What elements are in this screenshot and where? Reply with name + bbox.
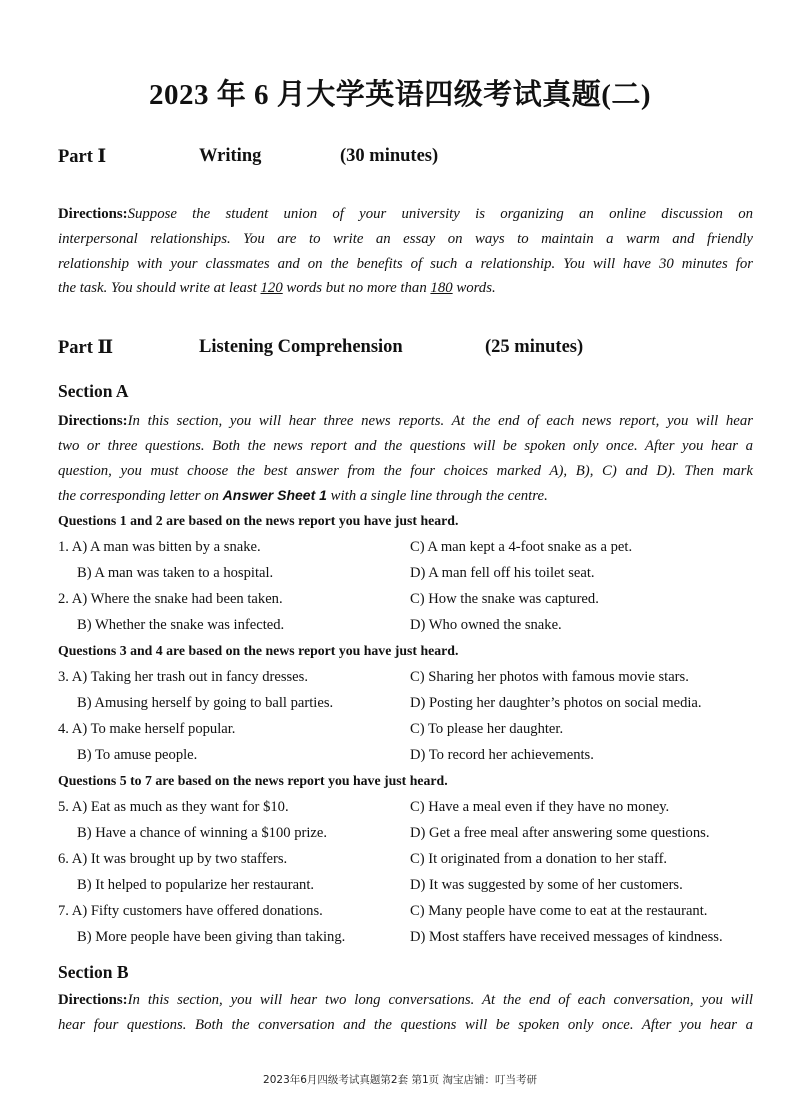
question-option: C) It originated from a donation to her staff. — [410, 851, 668, 867]
part-1-directions — [58, 202, 753, 301]
directions-line: In this section, you will hear three news reports. At the end of each news report, you will hear — [127, 413, 753, 429]
question-option: D) Who owned the snake. — [410, 617, 562, 633]
part-2-name: Listening Comprehension — [199, 337, 403, 357]
answer-sheet-label: Answer Sheet 1 — [222, 487, 327, 504]
question-option: 4. A) To make herself popular. — [58, 721, 236, 737]
question-option: D) To record her achievements. — [410, 747, 594, 763]
part-1-name: Writing — [199, 146, 262, 166]
question-group-heading: Questions 3 and 4 are based on the news report you have just heard. — [58, 643, 459, 658]
question-option: C) Have a meal even if they have no money. — [410, 799, 670, 815]
question-option: C) To please her daughter. — [410, 721, 564, 737]
question-option: C) A man kept a 4-foot snake as a pet. — [410, 539, 633, 555]
part-1-label: Part Ⅰ — [58, 147, 107, 167]
page-title: 2023 年 6 月大学英语四级考试真题(二) — [148, 79, 652, 111]
question-option: C) Sharing her photos with famous movie stars. — [410, 669, 689, 685]
directions-line: In this section, you will hear two long conversations. At the end of each conversation, you will — [127, 992, 753, 1008]
question-option: 6. A) It was brought up by two staffers. — [58, 851, 288, 867]
directions-line: interpersonal relationships. You are to write an essay on ways to maintain a warm and friendly — [58, 230, 753, 247]
question-option: C) Many people have come to eat at the restaurant. — [410, 903, 708, 919]
section-b-directions — [58, 988, 753, 1038]
part-2-label: Part Ⅱ — [58, 338, 114, 358]
question-option: B) Amusing herself by going to ball parties. — [77, 695, 334, 711]
question-option: B) Have a chance of winning a $100 prize. — [77, 825, 328, 841]
question-option: D) Get a free meal after answering some questions. — [410, 825, 710, 841]
directions-line: two or three questions. Both the news report and the questions will be spoken only once. After you hear a — [58, 437, 753, 454]
directions-line: hear four questions. Both the conversation and the questions will be spoken only once. After you hear a — [58, 1016, 753, 1033]
question-option: B) More people have been giving than taking. — [77, 929, 346, 945]
question-option: 7. A) Fifty customers have offered donations. — [58, 903, 323, 919]
directions-line: the task. You should write at least — [58, 280, 261, 297]
part-1-time: (30 minutes) — [340, 146, 439, 166]
question-option: C) How the snake was captured. — [410, 591, 599, 607]
directions-line: Suppose the student union of your university is organizing an online discussion on — [127, 206, 753, 222]
section-a-title: Section A — [58, 381, 129, 401]
question-option: D) Most staffers have received messages of kindness. — [410, 929, 723, 945]
directions-line: words but no more than — [282, 280, 431, 297]
directions-label: Directions: — [58, 206, 128, 222]
question-option: B) To amuse people. — [77, 747, 198, 763]
page-footer: 2023年6月四级考试真题第2套 第1页 淘宝店铺：叮当考研 — [263, 1074, 537, 1086]
part-2-time: (25 minutes) — [485, 337, 584, 357]
question-group-heading: Questions 1 and 2 are based on the news report you have just heard. — [58, 513, 459, 528]
directions-label: Directions: — [58, 413, 128, 429]
question-option: 1. A) A man was bitten by a snake. — [58, 539, 261, 555]
section-a-directions — [58, 409, 753, 509]
section-b-title: Section B — [58, 962, 129, 982]
question-option: B) It helped to popularize her restaurant. — [77, 877, 315, 893]
directions-line: words. — [452, 280, 496, 297]
question-option: 2. A) Where the snake had been taken. — [58, 591, 283, 607]
question-option: 5. A) Eat as much as they want for $10. — [58, 799, 289, 815]
directions-label: Directions: — [58, 992, 128, 1008]
question-group-heading: Questions 5 to 7 are based on the news report you have just heard. — [58, 773, 448, 788]
question-option: D) Posting her daughter’s photos on social media. — [410, 695, 702, 711]
directions-line: question, you must choose the best answer from the four choices marked A), B), C) and D). Then mark — [58, 462, 753, 479]
question-option: D) It was suggested by some of her customers. — [410, 877, 683, 893]
question-option: 3. A) Taking her trash out in fancy dresses. — [58, 669, 308, 685]
question-option: D) A man fell off his toilet seat. — [410, 565, 595, 581]
max-word-count: 180 — [430, 280, 453, 297]
directions-line: with a single line through the centre. — [326, 488, 548, 505]
min-word-count: 120 — [260, 280, 283, 297]
question-option: B) Whether the snake was infected. — [77, 617, 285, 633]
directions-line: the corresponding letter on — [58, 488, 223, 505]
directions-line: relationship with your classmates and on the benefits of such a relationship. You will have 30 minutes for — [58, 255, 753, 272]
question-option: B) A man was taken to a hospital. — [77, 565, 274, 581]
